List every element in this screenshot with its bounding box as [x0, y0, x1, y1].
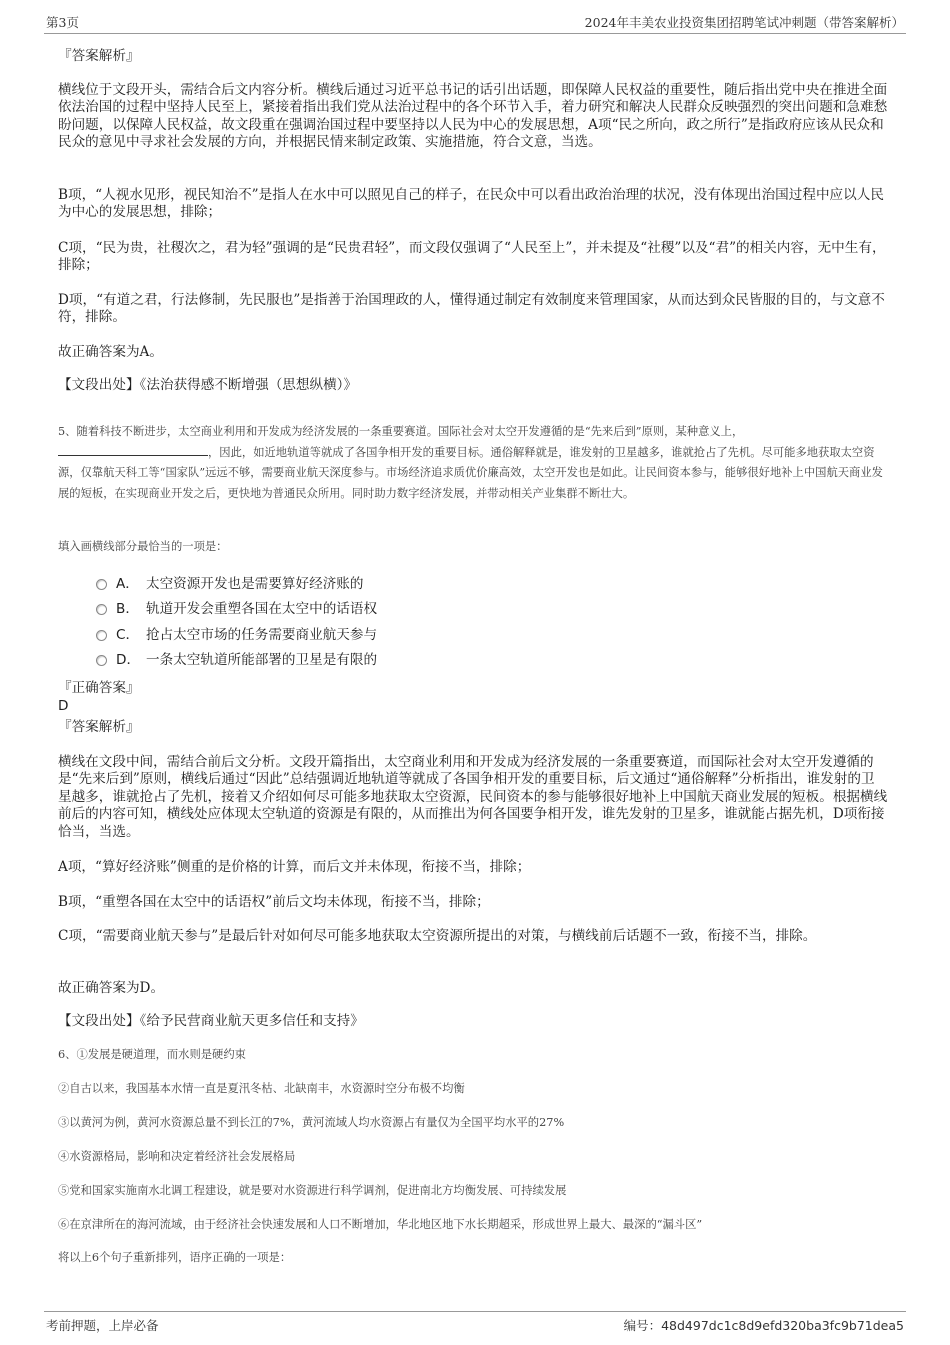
- radio-icon[interactable]: [96, 579, 107, 590]
- page-number: 第3页: [46, 15, 79, 30]
- q5-option-c[interactable]: C． 抢占太空市场的任务需要商业航天参与: [96, 626, 796, 644]
- q6-sentence-5: ⑤党和国家实施南水北调工程建设，就是要对水资源进行科学调剂，促进南北方均衡发展、可持续发展: [58, 1184, 567, 1197]
- footer-code: 编号：48d497dc1c8d9efd320ba3fc9b71dea5: [623, 1318, 904, 1333]
- q4-analysis-heading: 『答案解析』: [58, 48, 140, 64]
- q5-answer-heading: 『正确答案』: [58, 680, 140, 696]
- page-footer: [44, 1311, 906, 1333]
- q6-sentence-2: ②自古以来，我国基本水情一直是夏汛冬枯、北缺南丰，水资源时空分布极不均衡: [58, 1082, 465, 1095]
- q4-conclusion: 故正确答案为A。: [58, 344, 163, 360]
- q6-sentence-1: 6、①发展是硬道理，而水则是硬约束: [58, 1048, 246, 1061]
- q4-analysis-option-b: B项，“人视水见形，视民知治不”是指人在水中可以照见自己的样子，在民众中可以看出政治治理的状况，没有体现出治国过程中应以人民为中心的发展思想，排除；: [58, 187, 884, 221]
- q5-analysis-option-b: B项，“重塑各国在太空中的话语权”前后文均未体现，衔接不当，排除；: [58, 894, 490, 910]
- q5-answer: D: [58, 698, 69, 714]
- q6-sentence-4: ④水资源格局，影响和决定着经济社会发展格局: [58, 1150, 296, 1163]
- q5-option-b[interactable]: B． 轨道开发会重塑各国在太空中的话语权: [96, 600, 796, 618]
- q6-sentence-6: ⑥在京津所在的海河流域，由于经济社会快速发展和人口不断增加，华北地区地下水长期超采，形成世界上最大、最深的“漏斗区”: [58, 1218, 703, 1231]
- q4-analysis-paragraph: 横线位于文段开头，需结合后文内容分析。横线后通过习近平总书记的话引出话题，即保障人民权益的重要性，随后指出党中央在推进全面依法治国的过程中坚持人民至上，紧接着指出我们党从法治过程中的各个环节入手，着力研究和解决人民群众反映强烈的突出问题和急难愁盼问题，以保障人民权益，故文段重在强调治国过程中要坚持以人民为中心的发展思想，A项“民之所向，政之所行”是指政府应该从民众和民众的意见中寻求社会发展的方向，并根据民情来制定政策、实施措施，符合文意，当选。: [58, 82, 888, 151]
- document-title: 2024年丰美农业投资集团招聘笔试冲刺题（带答案解析）: [584, 15, 904, 30]
- q5-analysis-option-a: A项，“算好经济账”侧重的是价格的计算，而后文并未体现，衔接不当，排除；: [58, 859, 531, 875]
- q6-prompt: 将以上6个句子重新排列，语序正确的一项是：: [58, 1251, 292, 1264]
- q5-option-a[interactable]: A． 太空资源开发也是需要算好经济账的: [96, 575, 796, 593]
- q5-stem-part2: ，因此，如近地轨道等就成了各国争相开发的重要目标。通俗解释就是，谁发射的卫星越多，谁就抢占了先机。尽可能多地获取太空资源，仅靠航天科工等“国家队”远远不够，需要商业航天深度参与。市场经济追求质优价廉高效，太空开发也是如此。让民间资本参与，能够很好地补上中国航天商业发展的短板，在实现商业开发之后，更快地为普通民众所用。同时助力数字经济发展，并带动相关产业集群不断壮大。: [58, 445, 883, 500]
- q4-analysis-option-d: D项，“有道之君，行法修制，先民服也”是指善于治国理政的人，懂得通过制定有效制度来管理国家，从而达到众民皆服的目的，与文意不符，排除。: [58, 292, 885, 326]
- q5-analysis-paragraph: 横线在文段中间，需结合前后文分析。文段开篇指出，太空商业利用和开发成为经济发展的一条重要赛道，而国际社会对太空开发遵循的是“先来后到”原则，横线后通过“因此”总结强调近地轨道等就成了各国争相开发的重要目标，后文通过“通俗解释”分析指出，谁发射的卫星越多，谁就抢占了先机，接着又介绍如何尽可能多地获取太空资源，民间资本的参与能够很好地补上中国航天商业发展的短板。根据横线前后的内容可知，横线处应体现太空轨道的资源是有限的，从而推出为何各国要争相开发，谁先发射的卫星多，谁就能占据先机，D项衔接恰当，当选。: [58, 754, 888, 840]
- q4-analysis-option-c: C项，“民为贵，社稷次之，君为轻”强调的是“民贵君轻”，而文段仅强调了“人民至上”，并未提及“社稷”以及“君”的相关内容，无中生有，排除；: [58, 240, 886, 274]
- q5-stem-part1: 5、随着科技不断进步，太空商业利用和开发成为经济发展的一条重要赛道。国际社会对太空开发遵循的是“先来后到”原则，某种意义上，: [58, 425, 744, 438]
- q5-blank: [58, 444, 208, 456]
- q5-analysis-heading: 『答案解析』: [58, 719, 140, 735]
- radio-icon[interactable]: [96, 604, 107, 615]
- q5-source: 【文段出处】《给予民营商业航天更多信任和支持》: [58, 1013, 364, 1029]
- q6-sentence-3: ③以黄河为例，黄河水资源总量不到长江的7%，黄河流域人均水资源占有量仅为全国平均水平的27%: [58, 1116, 565, 1129]
- radio-icon[interactable]: [96, 655, 107, 666]
- q5-analysis-option-c: C项，“需要商业航天参与”是最后针对如何尽可能多地获取太空资源所提出的对策，与横线前后话题不一致，衔接不当，排除。: [58, 928, 817, 944]
- q5-conclusion: 故正确答案为D。: [58, 980, 165, 996]
- q4-source: 【文段出处】《法治获得感不断增强（思想纵横）》: [58, 377, 358, 393]
- page-header: [44, 0, 906, 34]
- footer-slogan: 考前押题，上岸必备: [46, 1318, 159, 1333]
- q5-prompt: 填入画横线部分最恰当的一项是：: [58, 540, 228, 553]
- radio-icon[interactable]: [96, 630, 107, 641]
- q5-option-d[interactable]: D． 一条太空轨道所能部署的卫星是有限的: [96, 651, 796, 669]
- q5-stem: [58, 422, 888, 504]
